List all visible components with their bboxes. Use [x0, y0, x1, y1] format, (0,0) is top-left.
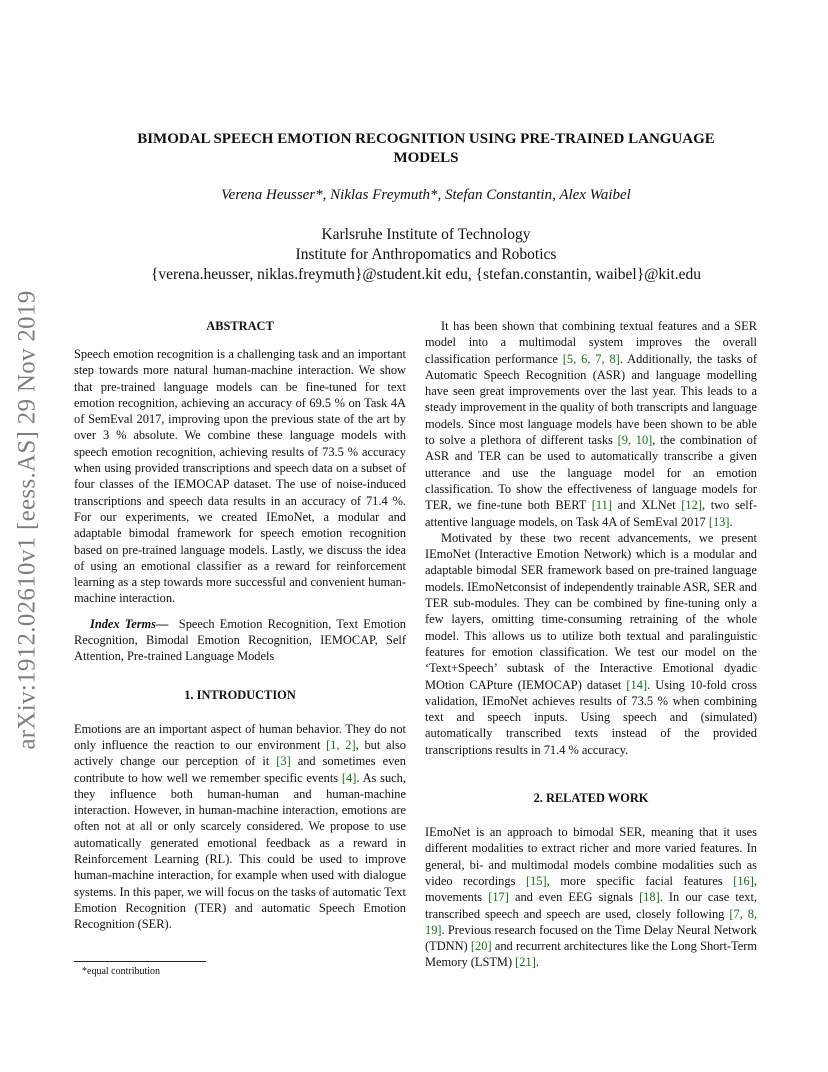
text-run: and sometimes even contribute to how well we remember specific events: [74, 754, 406, 785]
text-run: .: [535, 955, 539, 970]
text-run: and XLNet: [611, 498, 682, 513]
text-run: and recurrent architectures like the Long Short-Term Memory (LSTM): [425, 939, 758, 970]
index-terms-label: Index Terms—: [90, 616, 169, 631]
affiliation-emails: {verena.heusser, niklas.freymuth}@student.kit edu, {stefan.constantin, waibel}@kit.edu: [150, 266, 702, 283]
citation-link[interactable]: [3]: [276, 754, 291, 769]
introduction-paragraph-3: [425, 530, 757, 758]
citation-link[interactable]: [12]: [681, 498, 702, 513]
abstract-heading: ABSTRACT: [206, 319, 274, 333]
citation-link[interactable]: [1, 2]: [326, 737, 356, 752]
citation-link[interactable]: [17]: [488, 890, 509, 905]
text-run: IEmoNet is an approach to bimodal SER, meaning that it uses different modalities to extract richer and more varied features. In general, bi- and multimodal models combine modalities such as video recordings: [425, 825, 757, 888]
citation-link[interactable]: [7, 8, 19]: [425, 906, 757, 937]
text-run: . As such, they influence both human-human and human-machine interaction. However, in human-machine interaction, emotions are often not at all or only scarcely considered. We propose to use automatically generated emotional feedback as a reward in Reinforcement Learning (RL). This could be used to improve human-machine interaction, for example when used with dialogue systems. In this paper, we will focus on the tasks of automatic Text Emotion Recognition (TER) and automatic Speech Emotion Recognition (SER).: [74, 770, 406, 932]
citation-link[interactable]: [18]: [639, 890, 660, 905]
abstract-text: Speech emotion recognition is a challenging task and an important step towards more natural human-machine interaction. We show that pre-trained language models can be fine-tuned for text emotion recognition, achieving an accuracy of 69.5 % on Task 4A of SemEval 2017, improving upon the previous state of the art by over 3 % absolute. We combine these language models with speech emotion recognition, achieving results of 73.5 % accuracy when using provided transcriptions and speech data on a subset of four classes of the IEMOCAP dataset. The use of noise-induced transcriptions and speech data results in an accuracy of 71.4 %. For our experiments, we created IEmoNet, a modular and adaptable bimodal framework for speech emotion recognition based on pre-trained language models. Lastly, we discuss the idea of using an emotional classifier as a reward for reinforcement learning as a step towards more successful and convenient human-machine interaction.: [74, 347, 406, 606]
text-run: , movements: [425, 873, 757, 905]
citation-link[interactable]: [15]: [525, 873, 547, 888]
text-run: . Previous research focused on the Time Delay Neural Network (TDNN): [425, 922, 757, 954]
paper-title: [96, 130, 756, 168]
citation-link[interactable]: [16]: [733, 873, 754, 888]
text-run: Emotions are an important aspect of human behavior. They do not only influence the reaction to our environment: [74, 721, 406, 752]
introduction-paragraph-2: [425, 318, 757, 530]
related-work-paragraph-1: [425, 824, 757, 971]
citation-link[interactable]: [4]: [341, 770, 357, 785]
right-column: [425, 318, 757, 971]
text-run: and even EEG signals: [508, 890, 640, 905]
text-run: . Additionally, the tasks of Automatic Speech Recognition (ASR) and language modelling have seen great improvements over the last year. This leads to a steady improvement in the quality of both transcripts and language models. Since most language models have been shown to be able to solve a plethora of different tasks: [425, 351, 757, 448]
citation-link[interactable]: [14]: [626, 677, 648, 692]
text-run: It has been shown that combining textual features and a SER model into a multimodal system improves the overall classification performance: [425, 319, 757, 366]
citation-link[interactable]: [9, 10]: [617, 433, 653, 448]
text-run: , the combination of ASR and TER can be used to automatically transcribe a given utterance and use the language model for an emotion classification. To show the effectiveness of language models for TER, we fine-tune both BERT: [425, 433, 757, 513]
text-run: , two self-attentive language models, on Task 4A of SemEval 2017: [425, 498, 758, 529]
title-line-1: BIMODAL SPEECH EMOTION RECOGNITION USING PRE-TRAINED LANGUAGE: [137, 131, 715, 147]
citation-link[interactable]: [5, 6, 7, 8]: [562, 351, 620, 366]
arxiv-stamp-text: arXiv:1912.02610v1 [eess.AS] 29 Nov 2019: [14, 290, 41, 750]
citation-link[interactable]: [13]: [708, 514, 730, 529]
text-run: Motivated by these two recent advancements, we present IEmoNet (Interactive Emotion Network) which is a modular and adaptable bimodal SER framework based on pre-trained language models. IEmoNetconsist of independently trainable ASR, SER and TER sub-modules. They can be combined by fine-tuning only a few layers, omitting time-consuming retraining of the whole model. This allows us to utilize both textual and paralinguistic features for emotion classification. We test our model on the ‘Text+Speech’ subtask of the Interactive Emotional dyadic MOtion CAPture (IEMOCAP) dataset: [425, 530, 757, 692]
arxiv-stamp: [8, 250, 48, 790]
text-run: . Using 10-fold cross validation, IEmoNet achieves results of 73.5 % when combining text and speech inputs. Using speech and (simulated) automatically transcribed texts instead of the provided transcriptions results in 71.4 % accuracy.: [425, 677, 758, 757]
introduction-paragraph-1: [74, 721, 406, 933]
index-terms-text: Speech Emotion Recognition, Text Emotion Recognition, Bimodal Emotion Recognition, IEMOCAP, Self Attention, Pre-trained Language Models: [74, 616, 406, 664]
affiliation: [96, 225, 756, 285]
citation-link[interactable]: [11]: [591, 498, 612, 513]
index-terms: [74, 616, 406, 665]
authors: Verena Heusser*, Niklas Freymuth*, Stefan Constantin, Alex Waibel: [221, 187, 631, 203]
introduction-heading: 1. INTRODUCTION: [184, 687, 296, 702]
left-column: [74, 318, 406, 933]
affiliation-line-1: Karlsruhe Institute of Technology: [321, 226, 531, 243]
text-run: . In our case text, transcribed speech and speech are used, closely following: [425, 890, 757, 921]
related-work-heading: 2. RELATED WORK: [533, 791, 649, 806]
text-run: .: [729, 514, 733, 529]
footnote-rule: [74, 961, 206, 962]
footnote: *equal contribution: [82, 966, 161, 977]
title-line-2: MODELS: [393, 150, 459, 166]
citation-link[interactable]: [21]: [515, 955, 536, 970]
citation-link[interactable]: [20]: [470, 939, 492, 954]
text-run: , more specific facial features: [546, 873, 734, 888]
text-run: , but also actively change our perception of it: [74, 737, 406, 769]
affiliation-line-2: Institute for Anthropomatics and Robotics: [295, 246, 557, 263]
